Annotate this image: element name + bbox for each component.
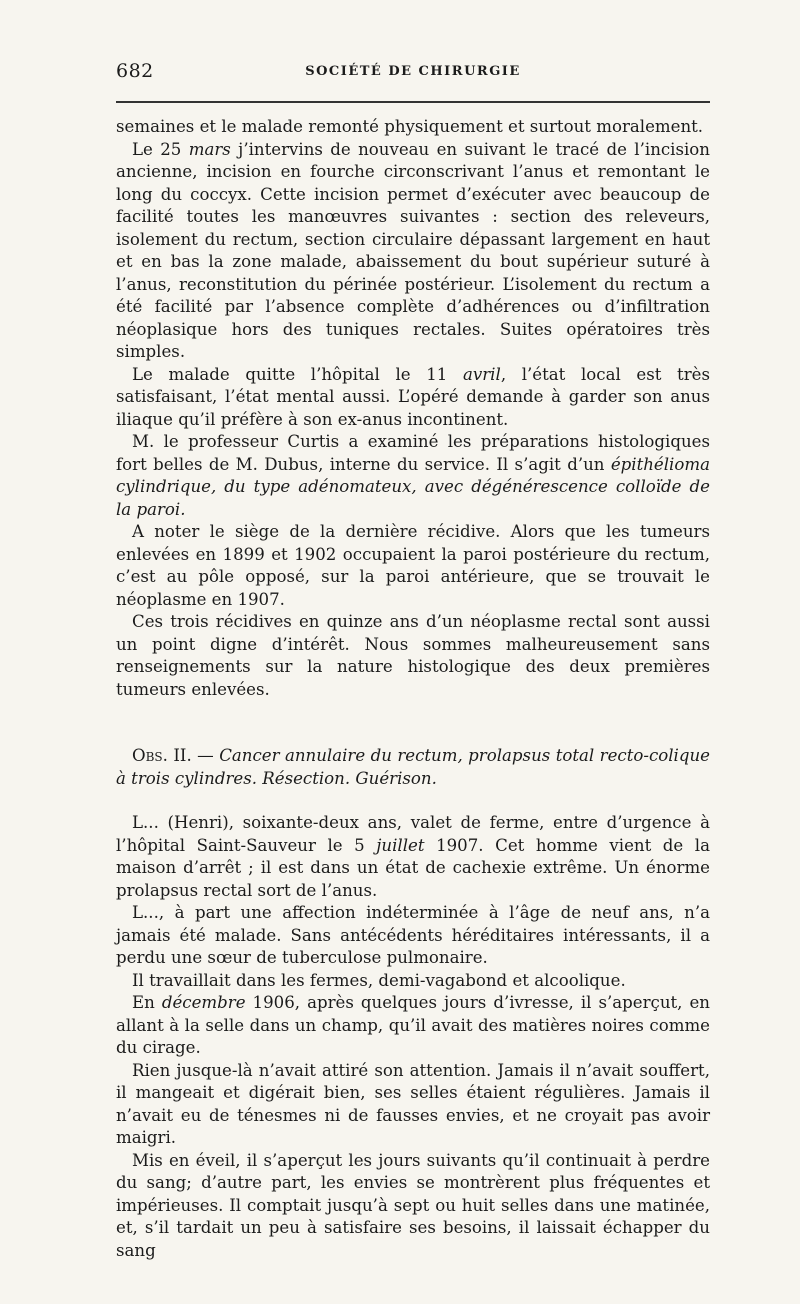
italic-run: mars: [188, 139, 231, 159]
text-run: Rien jusque-là n’avait attiré son attention. Jamais il n’avait souffert, il mangeait et digérait bien, ses selles étaient régulières. Jamais il n’avait eu de ténesmes ni de fausses envies, et ne croyait pas avoir maigri.: [116, 1060, 710, 1147]
italic-run: décembre: [161, 993, 246, 1012]
text-run: j’intervins de nouveau en suivant le tracé de l’incision ancienne, incision en fourche circonscrivant l’anus et remontant le long du coccyx. Cette incision permet d’exécuter avec beaucoup de facilité toutes les manœuvres suivantes : section des releveurs, isolement du rectum, section circulaire dépassant largement en haut et en bas la zone malade, abaissement du bout supérieur suturé à l’anus, reconstitution du périnée postérieur. L’isolement du rectum a été facilité par l’absence complète d’adhérences ou d’infiltration néoplasique hors des tuniques rectales. Suites opératoires très simples.: [116, 139, 710, 361]
body-text: [116, 116, 710, 1262]
observation-label: Obs. II.: [132, 746, 192, 765]
text-run: M. le professeur Curtis a examiné les préparations histologiques fort belles de M. Dubus, interne du service. Il s’agit d’un: [116, 432, 710, 474]
text-run: Le 25: [132, 139, 189, 159]
paragraph: [116, 902, 710, 970]
text-run: 1906, après quelques jours d’ivresse, il s’aperçut, en allant à la selle dans un champ, qu’il avait des matières noires comme du cirage.: [116, 993, 710, 1057]
paragraph: [116, 970, 710, 993]
text-run: semaines et le malade remonté physiquement et surtout moralement.: [116, 117, 704, 136]
running-title: SOCIÉTÉ DE CHIRURGIE: [305, 64, 521, 79]
text-run: L... (Henri), soixante-deux ans, valet de ferme, entre d’urgence à l’hôpital Saint-Sauveur le 5: [116, 813, 710, 855]
italic-run: avril: [462, 364, 501, 384]
text-run: Le malade quitte l’hôpital le 11: [132, 364, 463, 384]
paragraph: [116, 812, 710, 902]
text-run: —: [191, 746, 220, 765]
observation-title: Cancer annulaire du rectum, prolapsus total recto-colique à trois cylindres. Résection. Guérison.: [116, 746, 710, 788]
text-run: , l’état local est très satisfaisant, l’état mental aussi. L’opéré demande à garder son anus iliaque qu’il préfère à son ex-anus incontinent.: [116, 364, 710, 429]
text-run: 1907. Cet homme vient de la maison d’arrêt ; il est dans un état de cachexie extrême. Un énorme prolapsus rectal sort de l’anus.: [116, 835, 710, 900]
italic-run: juillet: [376, 835, 425, 855]
text-run: A noter le siège de la dernière récidive. Alors que les tumeurs enlevées en 1899 et 1902 occupaient la paroi postérieure du rectum, c’est au pôle opposé, sur la paroi antérieure, que se trouvait le néoplasme en 1907.: [116, 522, 710, 609]
paragraph: [116, 992, 710, 1060]
paragraph: [116, 116, 710, 139]
italic-run: épithélioma cylindrique, du type adénomateux, avec dégénérescence colloïde de la paroi.: [116, 454, 710, 519]
observation-heading: [116, 745, 710, 790]
paragraph: [116, 431, 710, 521]
paragraph: [116, 521, 710, 611]
page-number: 682: [116, 60, 154, 82]
paragraph: [116, 364, 710, 432]
text-run: Il travaillait dans les fermes, demi-vagabond et alcoolique.: [132, 970, 626, 990]
paragraph: [116, 1060, 710, 1150]
text-run: L..., à part une affection indéterminée à l’âge de neuf ans, n’a jamais été malade. Sans antécédents héréditaires intéressants, il a perdu une sœur de tuberculose pulmonaire.: [116, 903, 710, 967]
header-rule: [116, 101, 710, 103]
paragraph: [116, 611, 710, 701]
text-run: Mis en éveil, il s’aperçut les jours suivants qu’il continuait à perdre du sang; d’autre part, les envies se montrèrent plus fréquentes et impérieuses. Il comptait jusqu’à sept ou huit selles dans une matinée, et, s’il tardait un peu à satisfaire ses besoins, il laissait échapper du sang: [116, 1150, 710, 1260]
paragraph: [116, 1150, 710, 1263]
page-header: [116, 60, 710, 86]
paragraph: [116, 139, 710, 364]
text-run: Ces trois récidives en quinze ans d’un néoplasme rectal sont aussi un point digne d’intérêt. Nous sommes malheureusement sans renseignements sur la nature histologique des deux premières tumeurs enlevées.: [116, 612, 710, 699]
text-run: En: [132, 993, 162, 1012]
